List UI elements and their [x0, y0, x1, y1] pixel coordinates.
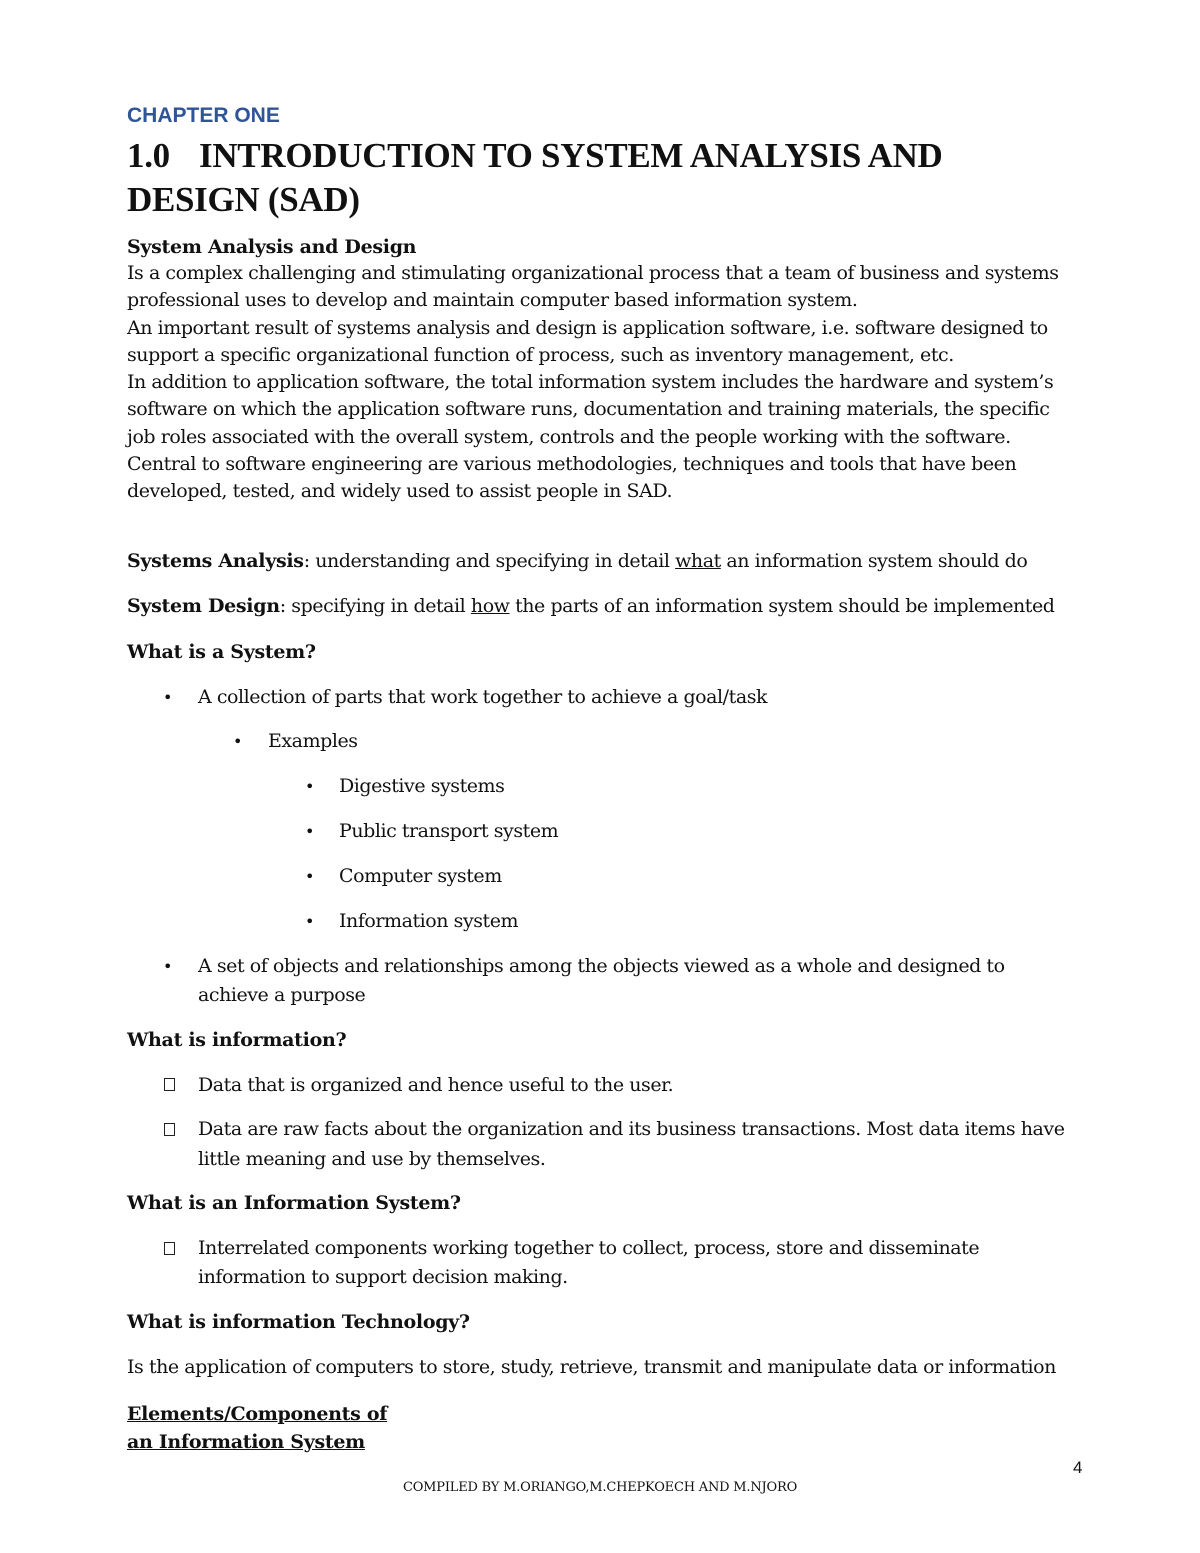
chapter-title-line-2: DESIGN (SAD): [127, 180, 360, 219]
example-item: Digestive systems: [339, 775, 505, 797]
title-number: 1.0: [127, 136, 170, 175]
example-item: Computer system: [339, 865, 502, 887]
info-tech-text: Is the application of computers to store, study, retrieve, transmit and manipulate data or information: [127, 1356, 1056, 1378]
design-emphasis: how: [470, 595, 510, 617]
elements-heading-line-2: an Information System: [127, 1431, 365, 1453]
intro-line: job roles associated with the overall system, controls and the people working with the software.: [127, 425, 1011, 448]
design-text-pre: : specifying in detail: [279, 595, 471, 617]
intro-line: An important result of systems analysis and design is application software, i.e. software designed to: [127, 316, 1048, 339]
information-heading: What is information?: [127, 1029, 347, 1051]
intro-line: developed, tested, and widely used to assist people in SAD.: [127, 480, 673, 503]
chapter-title-line-1: [127, 136, 943, 176]
bullet-icon: •: [305, 912, 315, 931]
analysis-text-pre: : understanding and specifying in detail: [303, 550, 676, 572]
bullet-icon: •: [305, 777, 315, 796]
intro-line: support a specific organizational function of process, such as inventory management, etc.: [127, 343, 954, 366]
analysis-term: Systems Analysis: [127, 550, 304, 572]
footer-compiled-by: COMPILED BY M.ORIANGO,M.CHEPKOECH AND M.NJORO: [402, 1480, 798, 1495]
title-text-1: INTRODUCTION TO SYSTEM ANALYSIS AND: [199, 136, 943, 175]
checkbox-bullet-icon: [164, 1078, 175, 1091]
elements-heading-line-1: Elements/Components of: [127, 1403, 388, 1425]
info-system-item-line-1: Interrelated components working together to collect, process, store and disseminate: [198, 1237, 980, 1259]
analysis-emphasis: what: [675, 550, 721, 572]
bullet-icon: •: [163, 957, 173, 976]
analysis-text-post: an information system should do: [720, 550, 1028, 572]
design-term: System Design: [127, 595, 280, 617]
information-item-2-line-2: little meaning and use by themselves.: [198, 1148, 546, 1170]
bullet-icon: •: [305, 867, 315, 886]
intro-line: software on which the application software runs, documentation and training materials, the specific: [127, 398, 1050, 421]
elements-heading: [127, 1400, 387, 1456]
example-item: Public transport system: [339, 820, 559, 842]
design-text-post: the parts of an information system should be implemented: [509, 595, 1055, 617]
information-item-2-line-1: Data are raw facts about the organization and its business transactions. Most data items have: [198, 1118, 1065, 1140]
system-bullet-1: A collection of parts that work together to achieve a goal/task: [198, 686, 768, 708]
examples-label: Examples: [268, 730, 358, 752]
bullet-icon: •: [163, 688, 173, 707]
intro-line: In addition to application software, the total information system includes the hardware and system’s: [127, 371, 1054, 394]
info-tech-heading: What is information Technology?: [127, 1311, 470, 1333]
bullet-icon: •: [233, 732, 243, 751]
information-item-1: Data that is organized and hence useful to the user.: [198, 1074, 674, 1096]
intro-line: professional uses to develop and maintain computer based information system.: [127, 289, 858, 312]
intro-line: Is a complex challenging and stimulating organizational process that a team of business and systems: [127, 262, 1059, 284]
system-bullet-2-line-2: achieve a purpose: [198, 984, 366, 1006]
systems-analysis-definition: [127, 550, 1027, 572]
chapter-label: CHAPTER ONE: [127, 104, 280, 127]
page-number: 4: [1073, 1458, 1083, 1477]
system-heading: What is a System?: [127, 641, 316, 663]
intro-paragraph: [127, 260, 1077, 506]
intro-heading: System Analysis and Design: [127, 236, 417, 258]
checkbox-bullet-icon: [164, 1242, 175, 1255]
system-bullet-2-line-1: A set of objects and relationships among the objects viewed as a whole and designed to: [198, 955, 1005, 977]
checkbox-bullet-icon: [164, 1123, 175, 1136]
info-system-heading: What is an Information System?: [127, 1192, 461, 1214]
bullet-icon: •: [305, 822, 315, 841]
system-design-definition: [127, 595, 1054, 617]
info-system-item-line-2: information to support decision making.: [198, 1266, 568, 1288]
example-item: Information system: [339, 910, 519, 932]
intro-line: Central to software engineering are various methodologies, techniques and tools that have been: [127, 453, 1017, 476]
